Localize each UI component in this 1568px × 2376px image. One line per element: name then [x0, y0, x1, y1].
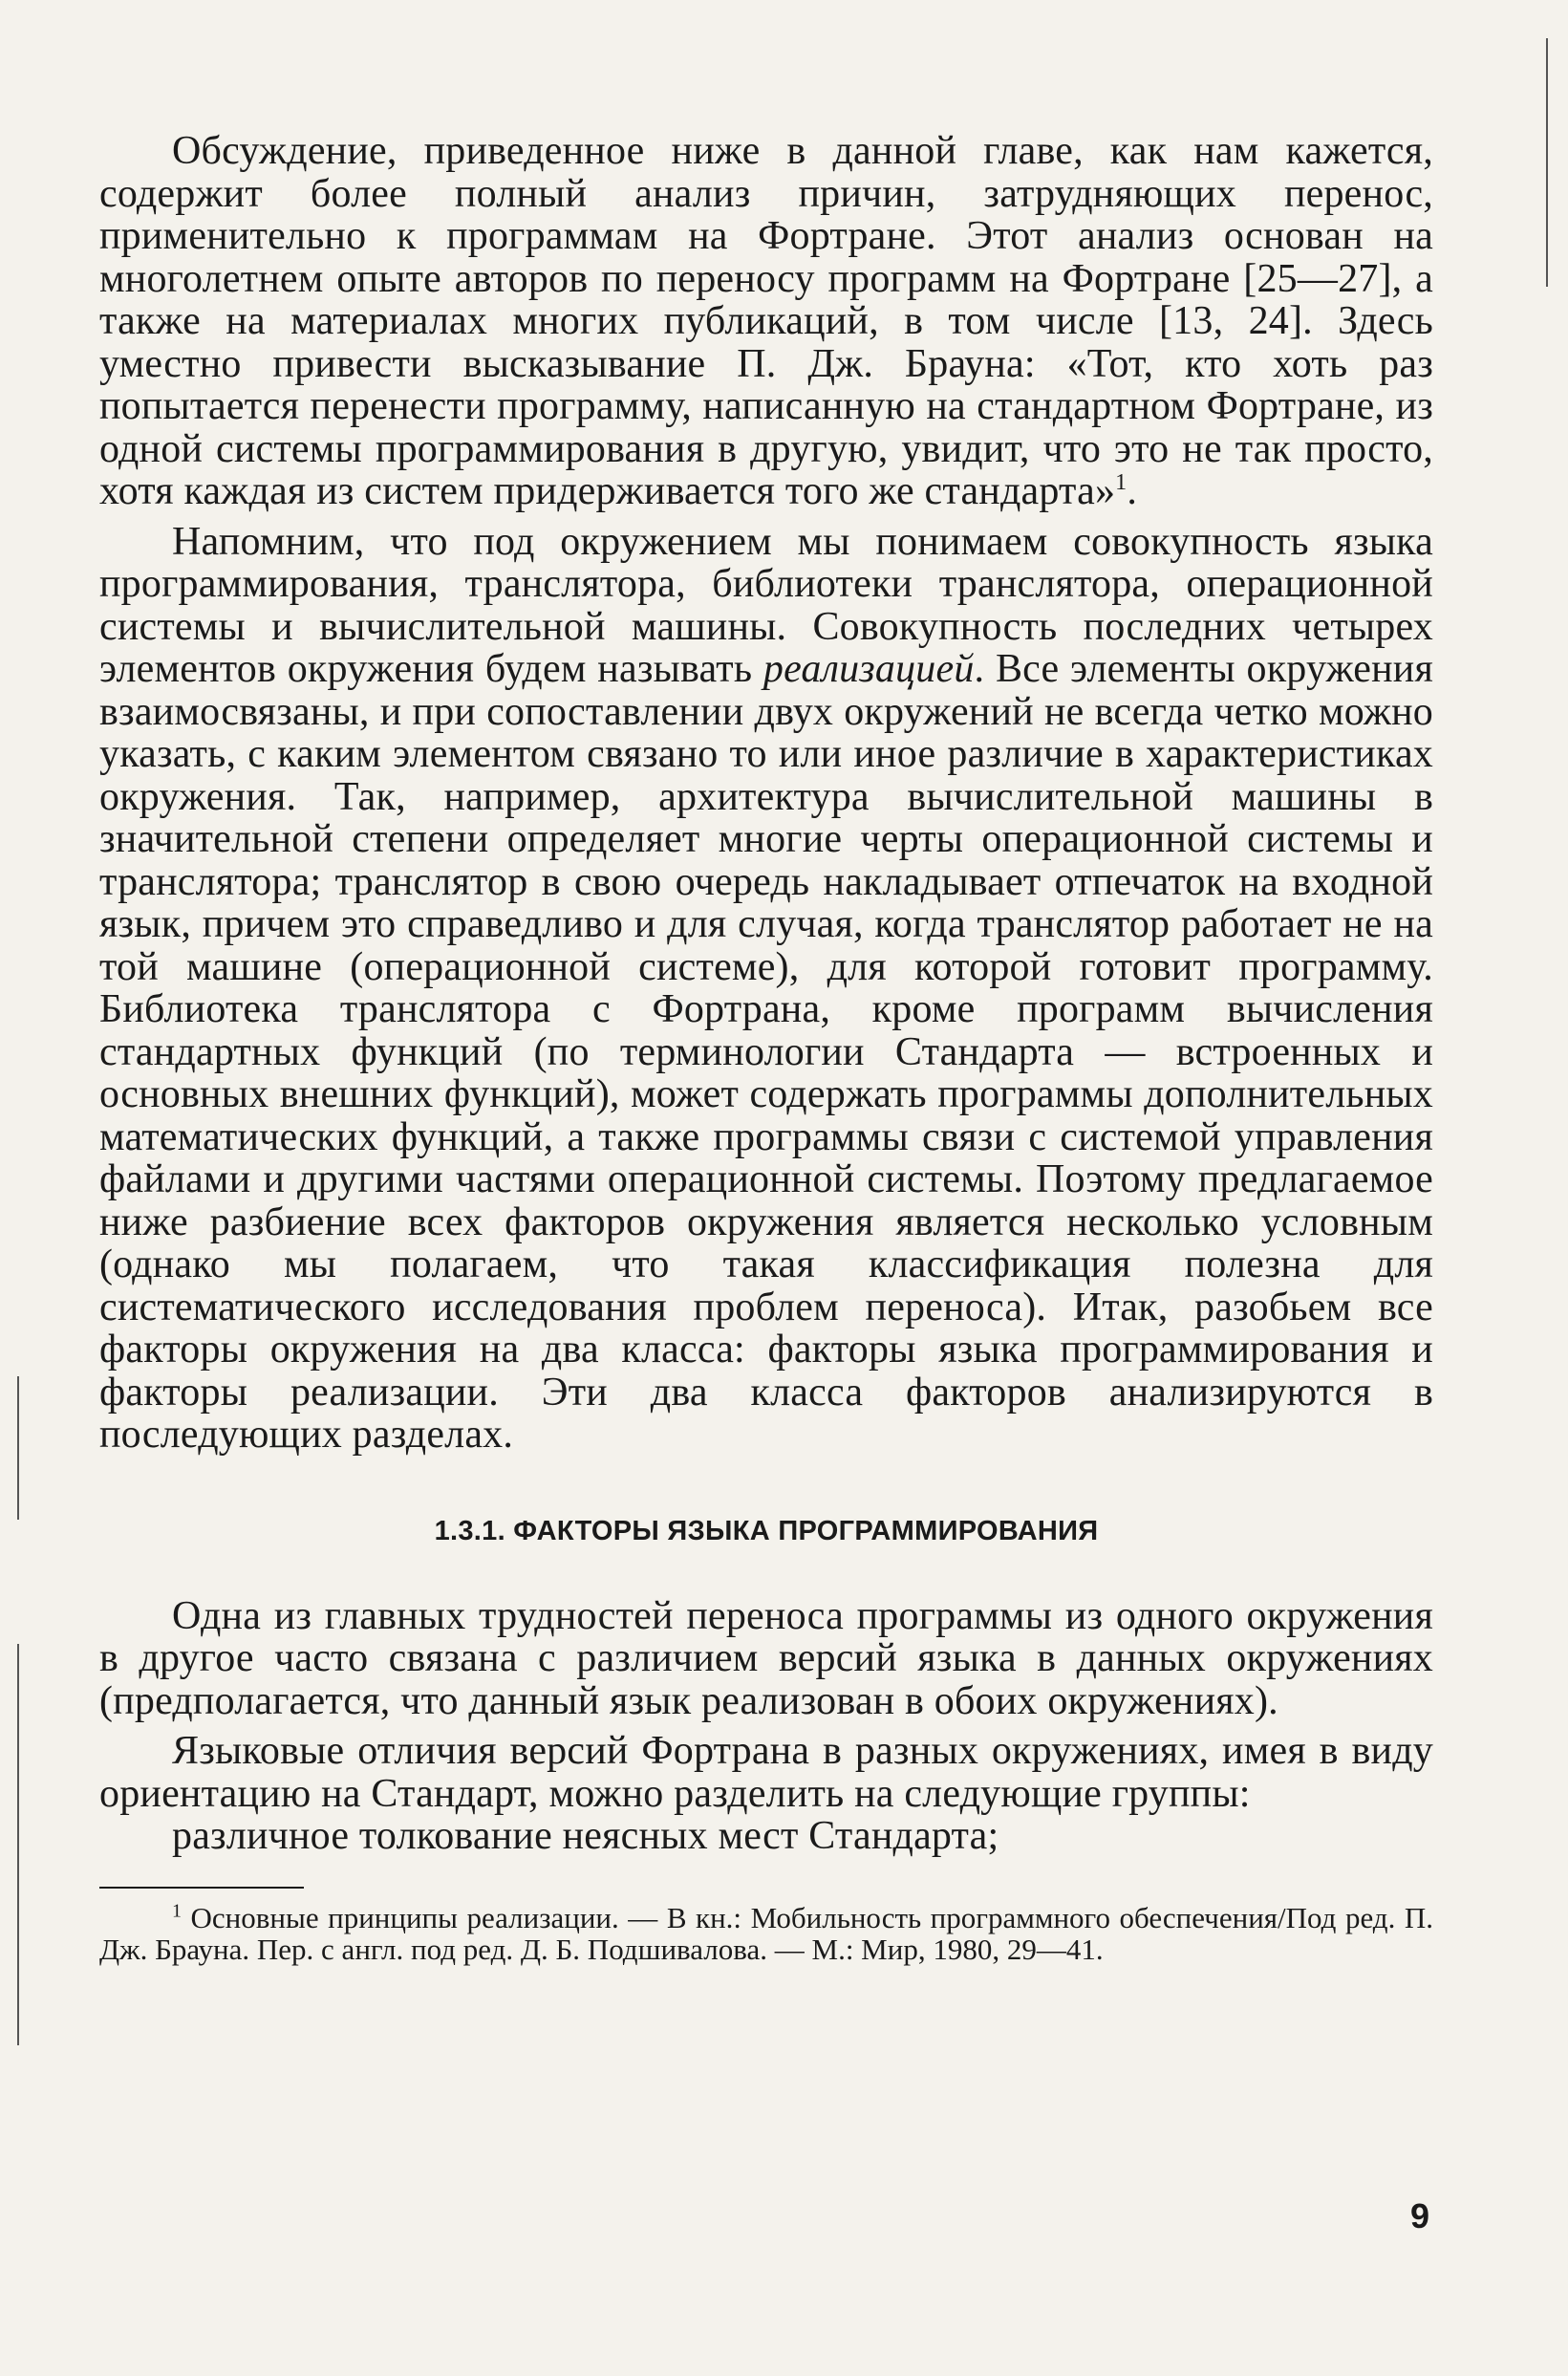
- footnote-reference: 1: [1115, 470, 1128, 495]
- scan-mark-left-2: [17, 1644, 19, 2045]
- italic-term: реализацией: [763, 647, 975, 691]
- scan-mark-right: [1546, 38, 1548, 287]
- section-heading: 1.3.1. ФАКТОРЫ ЯЗЫКА ПРОГРАММИРОВАНИЯ: [434, 1515, 1099, 1546]
- paragraph-5: различное толкование неясных мест Стандарта;: [172, 1814, 999, 1858]
- paragraph-4: Языковые отличия версий Фортрана в разных окружениях, имея в виду ориентацию на Стандарт, можно разделить на следующие группы:: [99, 1729, 1433, 1816]
- footnote-divider: [99, 1887, 304, 1889]
- page-body: [99, 130, 1433, 1965]
- paragraph-3: Одна из главных трудностей переноса программы из одного окружения в другое часто связана с различием версий языка в данных окружениях (предполагается, что данный язык реализован в обоих окружениях).: [99, 1593, 1433, 1723]
- footnote-marker: 1: [172, 1900, 182, 1922]
- footnote: [99, 1902, 1433, 1965]
- paragraph-2: [99, 521, 1433, 1457]
- paragraph-1-text: Обсуждение, приведенное ниже в данной главе, как нам кажется, содержит более полный анализ причин, затрудняющих перенос, применительно к программам на Фортране. Этот анализ основан на многолетнем опыте авторов по переносу программ на Фортране [25—27], а также на материалах многих публикаций, в том числе [13, 24]. Здесь уместно привести высказывание П. Дж. Брауна: «Тот, кто хоть раз попытается перенести программу, написанную на стандартном Фортране, из одной системы программирования в другую, увидит, что это не так просто, хотя каждая из систем придерживается того же стандарта»: [99, 129, 1433, 513]
- paragraph-2-text-b: . Все элементы окружения взаимосвязаны, и при сопоставлении двух окружений не всегда четко можно указать, с каким элементом связано то или иное различие в характеристиках окружения. Так, например, архитектура вычислительной машины в значительной степени определяет многие черты операционной системы и транслятора; транслятор в свою очередь накладывает отпечаток на входной язык, причем это справедливо и для случая, когда транслятор работает не на той машине (операционной системе), для которой готовит программу. Библиотека транслятора с Фортрана, кроме программ вычисления стандартных функций (по терминологии Стандарта — встроенных и основных внешних функций), может содержать программы дополнительных математических функций, а также программы связи с системой управления файлами и другими частями операционной системы. Поэтому предлагаемое ниже разбиение всех факторов окружения является несколько условным (однако мы полагаем, что такая классификация полезна для систематического исследования проблем переноса). Итак, разобьем все факторы окружения на два класса: факторы языка программирования и факторы реализации. Эти два класса факторов анализируются в последующих разделах.: [99, 647, 1433, 1457]
- footnote-text: Основные принципы реализации. — В кн.: Мобильность программного обеспечения/Под ред. П. Дж. Брауна. Пер. с англ. под ред. Д. Б. Подшивалова. — М.: Мир, 1980, 29—41.: [99, 1900, 1433, 1966]
- paragraph-1: [99, 130, 1433, 513]
- page-number: 9: [1409, 2196, 1429, 2236]
- paragraph-1-end: .: [1127, 469, 1138, 513]
- paragraph-2-text-a: Напомним, что под окружением мы понимаем совокупность языка программирования, транслятора, библиотеки транслятора, операционной системы и вычислительной машины. Совокупность последних четырех элементов окружения будем называть: [99, 519, 1433, 691]
- scan-mark-left: [17, 1376, 19, 1520]
